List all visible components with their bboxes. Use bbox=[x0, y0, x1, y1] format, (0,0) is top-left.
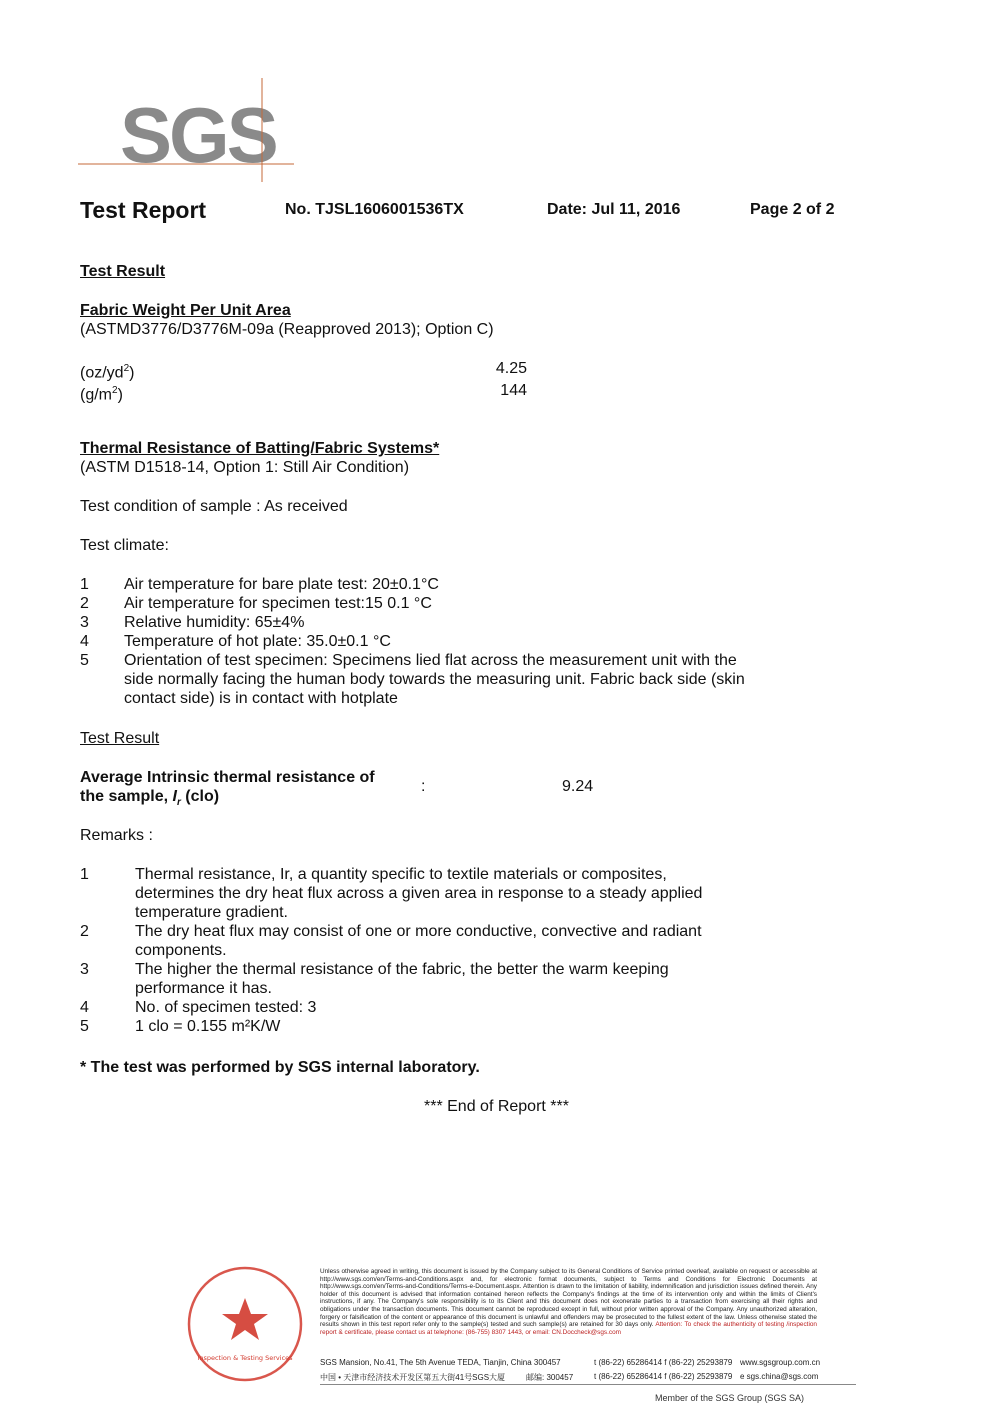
weight-row-unit: $(oz/yd^2)$ bbox=[80, 363, 135, 382]
thermal-resistance-heading: Thermal Resistance of Batting/Fabric Systems* bbox=[80, 440, 440, 457]
report-number: No. TJSL1606001536TX bbox=[285, 201, 464, 218]
website: www.sgsgroup.com.cn bbox=[740, 1358, 821, 1367]
test-result-heading: Test Result bbox=[80, 263, 166, 280]
svg-text:Inspection & Testing Services: Inspection & Testing Services bbox=[197, 1354, 293, 1362]
fabric-weight-heading: Fabric Weight Per Unit Area bbox=[80, 302, 291, 319]
address-cn: 中国 • 天津市经济技术开发区第五大街41号SGS大厦 bbox=[320, 1373, 506, 1382]
list-item: 2 Air temperature for specimen test:15 0.1 °C bbox=[80, 595, 432, 612]
climate-list bbox=[80, 575, 760, 708]
phone-cn: t (86-22) 65286414 f (86-22) 25293879 bbox=[594, 1372, 733, 1381]
remarks-list bbox=[80, 865, 740, 1036]
remarks-label: Remarks : bbox=[80, 827, 153, 844]
list-item: 2 The dry heat flux may consist of one or more conductive, convective and radiant components. bbox=[80, 923, 702, 959]
test-condition: Test condition of sample : As received bbox=[80, 498, 348, 515]
weight-row-unit: $(g/m^2)$ bbox=[80, 385, 123, 404]
thermal-resistance-method: (ASTM D1518-14, Option 1: Still Air Condition) bbox=[80, 459, 410, 476]
list-item: 4 Temperature of hot plate: 35.0±0.1 °C bbox=[80, 633, 391, 650]
member-note: Member of the SGS Group (SGS SA) bbox=[655, 1393, 805, 1403]
list-item: 3 The higher the thermal resistance of the fabric, the better the warm keeping performance it has. bbox=[80, 961, 669, 997]
list-item: 4 No. of specimen tested: 3 bbox=[80, 999, 317, 1016]
footer-disclaimer: Unless otherwise agreed in writing, this document is issued by the Company subject to its General Conditions of Service printed overleaf, available on request or accessible at http://www.sgs.com/en/Terms-and-Conditions.aspx and, for electronic format documents, subject to Terms and Conditions for Electronic Documents at http://www.sgs.com/en/Terms-and-Conditions/Terms-e-Document.aspx. Attention is drawn to the limitation of liability, indemnification and jurisdiction issues defined therein. Any holder of this document is advised that information contained hereon reflects the Company's findings at the time of its intervention only and within the limits of Client's instructions, if any. The Company's sole responsibility is to its Client and this document does not exonerate parties to a transaction from exercising all their rights and obligations under the transaction documents. This document cannot be reproduced except in full, without prior written approval of the Company. Any unauthorized alteration, forgery or falsification of the content or appearance of this document is unlawful and offenders may be prosecuted to the fullest extent of the law. Unless otherwise stated the results shown in this test report refer only to the sample(s) tested and such sample(s) are retained for 30 days only. Attention: To check the authenticity of testing /inspection report & certificate, please contact us at telephone: (86-755) 8307 1443, or email: CN.Doccheck@sgs.com bbox=[320, 1268, 817, 1336]
test-climate-label: Test climate: bbox=[80, 537, 169, 554]
fabric-weight-method: (ASTMD3776/D3776M-09a (Reapproved 2013); Option C) bbox=[80, 321, 494, 338]
sgs-logo-text: SGS bbox=[120, 91, 276, 179]
weight-row-value: 4.25 bbox=[495, 360, 527, 377]
result-label: Average Intrinsic thermal resistance of the sample, $I_r$ (clo) bbox=[80, 769, 375, 809]
lab-note: * The test was performed by SGS internal laboratory. bbox=[80, 1059, 480, 1076]
end-of-report: *** End of Report *** bbox=[424, 1098, 569, 1115]
page-number: Page 2 of 2 bbox=[750, 201, 835, 218]
weight-row-value: 144 bbox=[500, 382, 527, 399]
phone-en: t (86-22) 65286414 f (86-22) 25293879 bbox=[594, 1358, 733, 1367]
list-item: 5 Orientation of test specimen: Specimens lied flat across the measurement unit with the side normally facing the human body towards the measuring unit. Fabric back side (skin contact side) is in contact with hotplate bbox=[80, 652, 745, 707]
footer-divider bbox=[320, 1384, 856, 1385]
list-item: 3 Relative humidity: 65±4% bbox=[80, 614, 305, 631]
list-item: 5 1 clo = 0.155 m²K/W bbox=[80, 1018, 281, 1035]
report-date: Date: Jul 11, 2016 bbox=[547, 201, 681, 218]
result-value: 9.24 bbox=[562, 778, 594, 795]
test-result-subheading: Test Result bbox=[80, 730, 160, 747]
sgs-logo bbox=[78, 78, 294, 182]
address-en: SGS Mansion, No.41, The 5th Avenue TEDA, Tianjin, China 300457 bbox=[320, 1358, 561, 1367]
result-colon: : bbox=[421, 778, 426, 795]
list-item: 1 Thermal resistance, Ir, a quantity specific to textile materials or composites, determines the dry heat flux across a given area in response to a steady applied temperature gradient. bbox=[80, 866, 703, 921]
company-stamp bbox=[175, 1262, 315, 1386]
postcode-cn: 邮编: 300457 bbox=[526, 1373, 574, 1382]
email: e sgs.china@sgs.com bbox=[740, 1372, 819, 1381]
report-title: Test Report bbox=[80, 197, 207, 223]
list-item: 1 Air temperature for bare plate test: 20±0.1°C bbox=[80, 576, 439, 593]
